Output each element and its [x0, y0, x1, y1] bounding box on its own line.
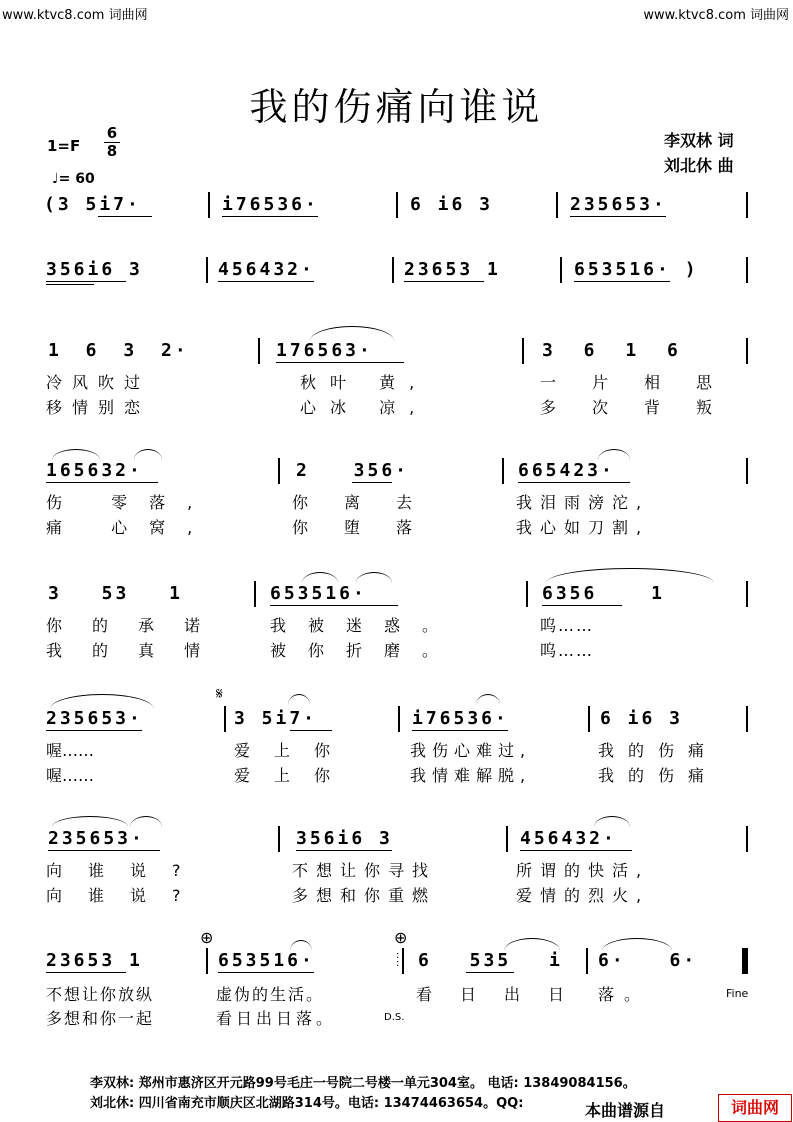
site-watermark-left[interactable]: www.ktvc8.com 词曲网 — [2, 8, 148, 23]
lyric-line-1: 向谁说? — [46, 861, 207, 880]
barline — [746, 706, 748, 732]
beam-underline — [518, 482, 630, 483]
barline — [746, 458, 748, 484]
barline — [746, 257, 748, 283]
measure: 653516· — [218, 950, 315, 971]
lyric-line-1: 我的伤痛 — [598, 741, 719, 760]
lyric-line-1: 不想让你放纵 — [46, 985, 155, 1004]
barline — [392, 257, 394, 283]
measure: 3 6 1 6 — [542, 340, 681, 361]
lyric-line-2: 呜…… — [540, 641, 595, 660]
beam-underline — [276, 362, 404, 363]
beam-underline — [218, 972, 314, 973]
slur — [546, 568, 714, 583]
lyric-line-1: 你离去 — [292, 493, 449, 512]
measure: 176563· — [276, 340, 373, 361]
quarter-note-icon: ♩ — [52, 171, 59, 187]
final-barline — [742, 948, 748, 974]
barline — [522, 338, 524, 364]
measure: 165632· — [46, 460, 143, 481]
beam-underline — [46, 730, 142, 731]
site-badge[interactable]: 词曲网 — [718, 1094, 792, 1122]
barline — [746, 338, 748, 364]
slur — [476, 694, 500, 705]
barline — [588, 706, 590, 732]
measure: i76536· — [222, 194, 319, 215]
beam-underline — [352, 482, 392, 483]
lyric-line-2: 多次背叛 — [540, 398, 749, 417]
measure: 456432· — [218, 259, 315, 280]
measure: 235653· — [46, 708, 143, 729]
song-title: 我的伤痛向谁说 — [249, 85, 544, 129]
lyric-line-1: 一片相思 — [540, 373, 749, 392]
measure: 456432· — [520, 828, 617, 849]
beam-underline — [570, 216, 666, 217]
slur — [356, 572, 392, 583]
lyric-line-2: 喔…… — [46, 766, 95, 785]
barline — [206, 257, 208, 283]
coda-icon: ⊕ — [394, 928, 408, 947]
measure: 6 i6 3 — [410, 194, 494, 215]
slur — [302, 572, 338, 583]
lyric-line-2: 被你折磨。 — [270, 641, 461, 660]
beam-underline — [404, 281, 484, 282]
beam-underline — [412, 730, 508, 731]
lyric-line-1: 我泪雨滂沱, — [516, 493, 650, 512]
barline — [206, 948, 208, 974]
repeat-barline — [402, 948, 404, 974]
slur — [50, 694, 154, 709]
lyric-line-2: 心冰 凉, — [300, 398, 429, 417]
footer-contact-lyricist: 李双林: 郑州市惠济区开元路99号毛庄一号院二号楼一单元304室。 电话: 13849084156。 — [90, 1076, 636, 1091]
beam-underline — [46, 482, 158, 483]
lyric-line-1: 虚伪的生活。 — [216, 985, 325, 1004]
lyric-line-1: 冷风吹过 — [46, 373, 151, 392]
beam-underline — [296, 850, 392, 851]
lyricist-credit: 李双林 词 — [664, 131, 734, 150]
composer-credit: 刘北休 曲 — [664, 156, 734, 175]
lyric-line-2: 我心如刀割, — [516, 518, 650, 537]
beam-underline — [98, 216, 152, 217]
key-signature: 1=F — [47, 137, 81, 155]
measure: 6 535 i — [418, 950, 563, 971]
measure: 6· 6· — [598, 950, 698, 971]
measure: 356i6 3 — [296, 828, 393, 849]
lyric-line-2: 多想和你一起 — [46, 1009, 155, 1028]
time-signature: 6 8 — [104, 126, 120, 159]
beam-underline — [218, 281, 314, 282]
source-label: 本曲谱源自 — [585, 1098, 665, 1121]
beam-underline — [46, 284, 94, 285]
measure: 235653· — [570, 194, 667, 215]
site-watermark-right[interactable]: www.ktvc8.com 词曲网 — [643, 8, 789, 23]
barline — [396, 192, 398, 218]
barline — [556, 192, 558, 218]
beam-underline — [542, 605, 622, 606]
coda-icon: ⊕ — [200, 928, 214, 947]
lyric-line-2: 爱上你 — [234, 766, 355, 785]
lyric-line-2: 我的伤痛 — [598, 766, 719, 785]
lyric-line-1: 不想让你寻找 — [292, 861, 437, 880]
lyric-line-1: 所谓的快活, — [516, 861, 650, 880]
lyric-line-1: 秋叶 黄, — [300, 373, 429, 392]
barline — [208, 192, 210, 218]
slur — [52, 816, 128, 827]
measure: 6356 1 — [542, 583, 666, 604]
lyric-line-1: 爱上你 — [234, 741, 355, 760]
measure: 356i6 3 — [46, 259, 143, 280]
lyric-line-1: 伤 零落, — [46, 493, 215, 512]
measure: 1 6 3 2· — [48, 340, 189, 361]
lyric-line-2: 爱情的烈火, — [516, 886, 650, 905]
barline — [398, 706, 400, 732]
lyric-line-2: 痛 心窝, — [46, 518, 215, 537]
measure: 653516· ) — [574, 259, 699, 280]
measure: 3 53 1 — [48, 583, 184, 604]
barline — [746, 826, 748, 852]
slur — [134, 449, 162, 460]
beam-underline — [574, 281, 670, 282]
measure: 2 356· — [296, 460, 410, 481]
segno-icon: 𝄋 — [216, 684, 223, 703]
slur — [288, 694, 310, 705]
barline — [258, 338, 260, 364]
repeat-dots: : : — [396, 950, 400, 969]
slur — [598, 449, 630, 460]
lyric-line-2: 你堕落 — [292, 518, 449, 537]
beam-underline — [466, 972, 514, 973]
lyric-line-2: 向谁说? — [46, 886, 207, 905]
measure: 665423· — [518, 460, 615, 481]
measure: 23653 1 — [46, 950, 143, 971]
barline — [278, 458, 280, 484]
beam-underline — [520, 850, 632, 851]
barline — [746, 192, 748, 218]
measure: 235653· — [48, 828, 145, 849]
barline — [254, 581, 256, 607]
footer-contact-composer: 刘北休: 四川省南充市顺庆区北湖路314号。电话: 13474463654。QQ: — [90, 1096, 524, 1111]
slur — [594, 816, 630, 827]
measure: 653516· — [270, 583, 367, 604]
lyric-line-2: 移情别恋 — [46, 398, 151, 417]
lyric-line-2: 我情难解脱, — [410, 766, 532, 785]
lyric-line-1: 呜…… — [540, 616, 595, 635]
beam-underline — [290, 730, 332, 731]
measure: i76536· — [412, 708, 509, 729]
lyric-line-1: 我被迷惑。 — [270, 616, 461, 635]
beam-underline — [222, 216, 318, 217]
slur — [52, 449, 100, 460]
slur — [310, 326, 394, 341]
beam-underline — [46, 281, 126, 282]
barline — [560, 257, 562, 283]
measure: 3 5i7· — [234, 708, 318, 729]
lyric-line-1: 落。 — [598, 985, 651, 1004]
measure: 23653 1 — [404, 259, 501, 280]
lyric-line-1: 喔…… — [46, 741, 95, 760]
slur — [130, 816, 162, 827]
lyric-line-2: 我的真情 — [46, 641, 231, 660]
beam-underline — [46, 972, 126, 973]
lyric-line-1: 你的承诺 — [46, 616, 231, 635]
barline — [746, 581, 748, 607]
barline — [526, 581, 528, 607]
lyric-line-1: 我伤心难过, — [410, 741, 532, 760]
measure: (3 5i7· — [44, 194, 141, 215]
lyric-line-2: 看日出日落。 — [216, 1009, 337, 1028]
barline — [224, 706, 226, 732]
fine-mark: Fine — [726, 987, 749, 1000]
lyric-line-1: 看日出日 — [416, 985, 593, 1004]
measure: 6 i6 3 — [600, 708, 684, 729]
barline — [506, 826, 508, 852]
barline — [586, 948, 588, 974]
ds-mark: D.S. — [384, 1012, 405, 1023]
beam-underline — [270, 605, 398, 606]
barline — [278, 826, 280, 852]
barline — [502, 458, 504, 484]
beam-underline — [48, 850, 160, 851]
lyric-line-2: 多想和你重燃 — [292, 886, 437, 905]
tempo-mark: ♩= 60 — [52, 171, 95, 187]
